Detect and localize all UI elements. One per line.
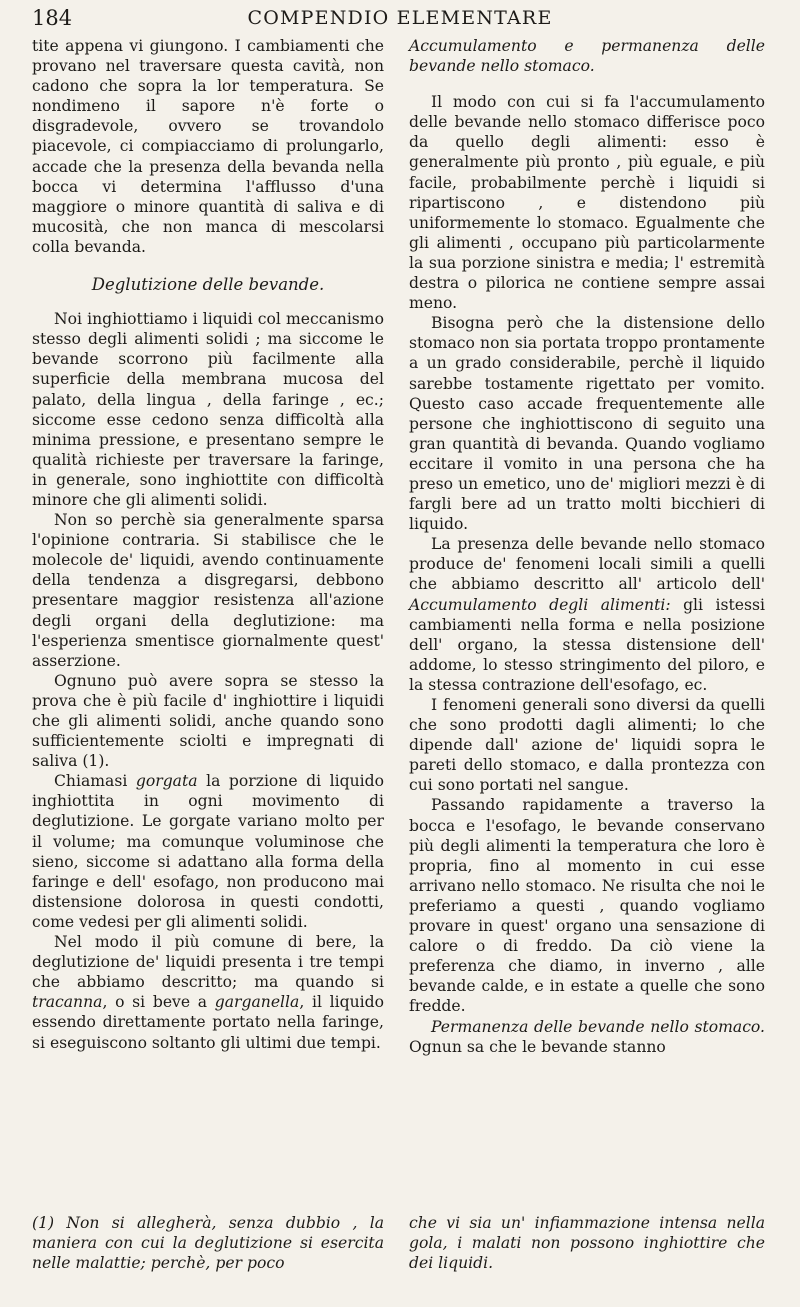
page-header	[32, 6, 768, 36]
italic-term: Accumulamento degli alimenti:	[409, 595, 671, 614]
paragraph: Ognuno può avere sopra se stesso la prova che è più facile d' inghiottire i liquidi che gli alimenti solidi, anche quando sono sufficientemente sciolti e impregnati di saliva (1).	[32, 671, 384, 771]
text-run: Nel modo il più comune di bere, la deglutizione de' liquidi presenta i tre tempi che abbiamo descritto; ma quando si	[32, 933, 384, 992]
paragraph: Noi inghiottiamo i liquidi col meccanismo stesso degli alimenti solidi ; ma siccome le bevande scorrono più facilmente alla superficie della membrana mucosa del palato, della lingua , della faringe , ec.; siccome esse cedono senza difficoltà alla minima pressione, e presentano sempre le qualità richieste per traversare la faringe, in generale, sono inghiottite con difficoltà minore che gli alimenti solidi.	[32, 310, 384, 509]
paragraph	[32, 771, 384, 932]
text-run: , o si beve a	[102, 993, 215, 1012]
right-column	[409, 36, 765, 1057]
paragraph: Bisogna però che la distensione dello stomaco non sia portata troppo prontamente a un grado considerabile, perchè il liquido sarebbe tostamente rigettato per vomito. Questo caso accade frequentemente alle persone che inghiottiscono di seguito una gran quantità di bevanda. Quando vogliamo eccitare il vomito in una persona che ha preso un emetico, uno de' migliori mezzi è di fargli bere ad un tratto molti bicchieri di liquido.	[409, 314, 765, 534]
page-number: 184	[32, 6, 73, 30]
italic-term: tracanna	[32, 993, 103, 1012]
paragraph: Il modo con cui si fa l'accumulamento delle bevande nello stomaco differisce poco da quello degli alimenti: esso è generalmente più pronto , più eguale, e più facile, probabilmente perchè i liquidi si ripartiscono , e distendono più uniformemente lo stomaco. Egualmente che gli alimenti , occupano più particolarmente la sua porzione sinistra e media; l' estremità destra o pilorica ne contiene sempre assai meno.	[409, 93, 765, 313]
text-run: la porzione di liquido inghiottita in ogni movimento di deglutizione. Le gorgate variano molto per il volume; ma comunque voluminose che sieno, siccome si adattano alla forma della faringe e dell' esofago, non producono mai distensione dolorosa in questi condotti, come vedesi per gli alimenti solidi.	[32, 772, 384, 931]
paragraph	[32, 932, 384, 1053]
text-run: , il liquido essendo direttamente portato nella faringe, si eseguiscono soltanto gli ultimi due tempi.	[32, 993, 384, 1052]
section-heading: Accumulamento e permanenza delle bevande nello stomaco.	[409, 37, 765, 76]
paragraph: Non so perchè sia generalmente sparsa l'opinione contraria. Si stabilisce che le molecole de' liquidi, avendo continuamente della tendenza a disgregarsi, debbono presentare maggior resistenza all'azione degli organi della deglutizione: ma l'esperienza smentisce giornalmente quest' asserzione.	[32, 511, 384, 670]
paragraph: Passando rapidamente a traverso la bocca e l'esofago, le bevande conservano più degli alimenti la temperatura che loro è propria, fino al momento in cui esse arrivano nello stomaco. Ne risulta che noi le preferiamo a questi , quando vogliamo provare in quest' organo una sensazione di calore o di freddo. Da ciò viene la preferenza che diamo, in inverno , alle bevande calde, e in estate a quelle che sono fredde.	[409, 796, 765, 1016]
text-run: La presenza delle bevande nello stomaco produce de' fenomeni locali simili a quelli che abbiamo descritto all' articolo dell'	[409, 535, 765, 594]
footnote-right: che vi sia un' infiammazione intensa nella gola, i malati non possono inghiottire che dei liquidi.	[409, 1214, 765, 1272]
paragraph	[409, 1017, 765, 1057]
running-title: COMPENDIO ELEMENTARE	[247, 7, 553, 29]
text-run: Ognun sa che le bevande stanno	[409, 1037, 666, 1056]
section-heading: Deglutizione delle bevande.	[91, 275, 325, 295]
paragraph	[409, 534, 765, 695]
paragraph: tite appena vi giungono. I cambiamenti che provano nel traversare questa cavità, non cadono che sopra la lor temperatura. Se nondimeno il sapore n'è forte o disgradevole, ovvero se trovandolo piacevole, ci compiacciamo di prolungarlo, accade che la presenza della bevanda nella bocca vi determina l'afflusso d'una maggiore o minore quantità di saliva e di mucosità, che non manca di mescolarsi colla bevanda.	[32, 37, 384, 256]
left-column	[32, 36, 384, 1053]
text-run: Chiamasi	[54, 772, 136, 791]
italic-term: gorgata	[135, 772, 198, 791]
footnote-left: (1) Non si allegherà, senza dubbio , la maniera con cui la deglutizione si esercita nelle malattie; perchè, per poco	[32, 1214, 384, 1272]
paragraph: I fenomeni generali sono diversi da quelli che sono prodotti dagli alimenti; lo che dipende dall' azione de' liquidi sopra le pareti dello stomaco, e dalla prontezza con cui sono portati nel sangue.	[409, 696, 765, 795]
italic-subheading: Permanenza delle bevande nello stomaco.	[431, 1017, 765, 1036]
italic-term: garganella	[214, 993, 300, 1012]
text-run: gli istessi cambiamenti nella forma e nella posizione dell' organo, la stessa distensione dell' addome, lo stesso stringimento del piloro, e la stessa contrazione dell'esofago, ec.	[409, 595, 765, 694]
